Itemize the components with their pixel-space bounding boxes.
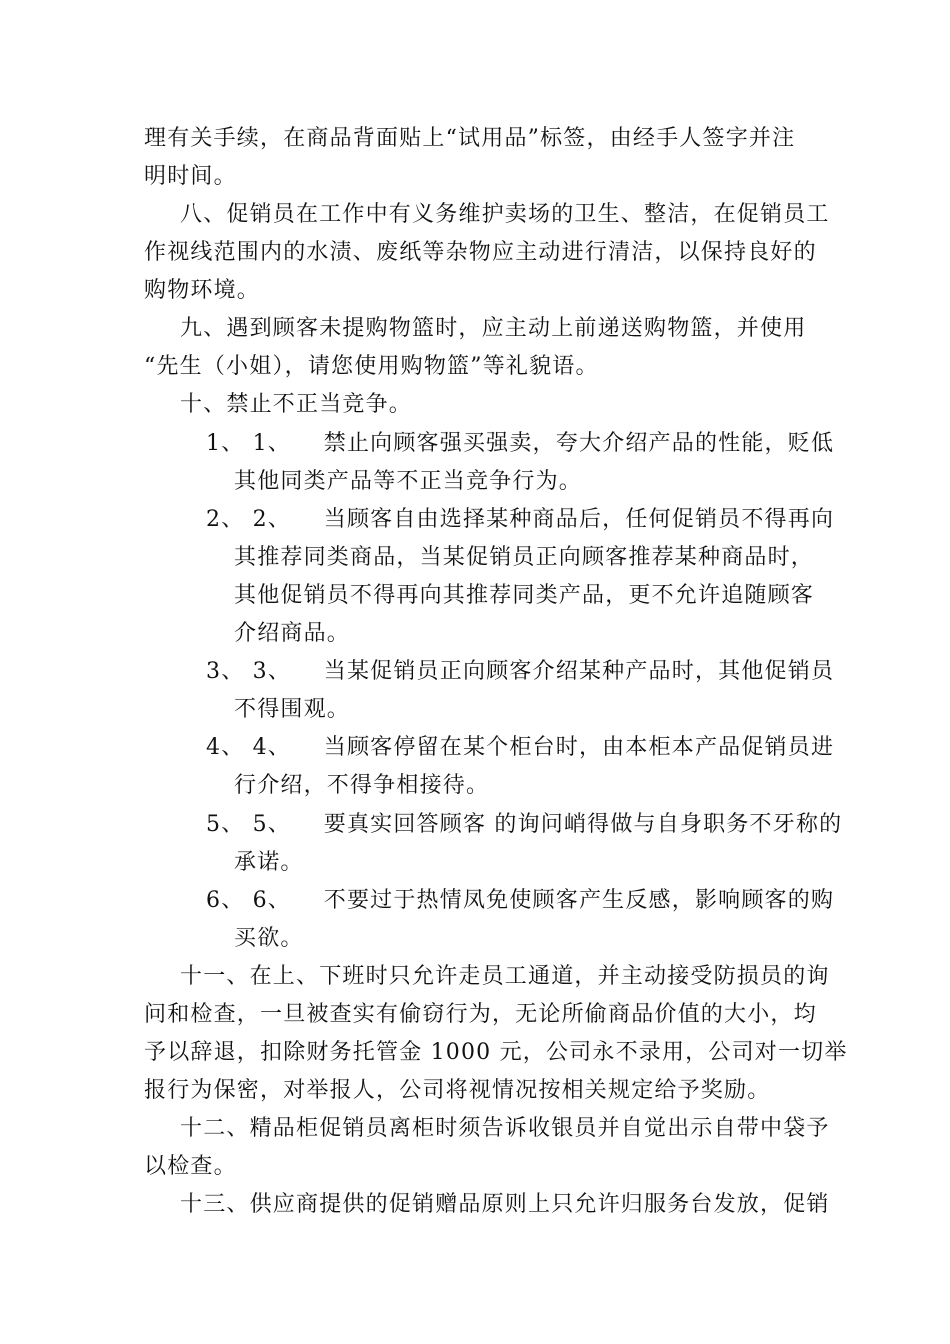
text-line: 理有关手续，在商品背面贴上“试用品”标签，由经手人签字并注	[144, 126, 796, 151]
text-line: 以检查。	[144, 1154, 237, 1179]
list-item-line: 行介绍，不得争相接待。	[234, 773, 490, 798]
list-item-line: 其推荐同类商品，当某促销员正向顾客推荐某种商品时，	[234, 545, 815, 570]
text-line: 购物环境。	[144, 278, 261, 303]
list-item-line: 6、 6、 不要过于热情凤免使顾客产生反感，影响顾客的购	[206, 888, 835, 913]
text-line: 报行为保密，对举报人，公司将视情况按相关规定给予奖励。	[144, 1078, 771, 1103]
text-line: 九、遇到顾客未提购物篮时，应主动上前递送购物篮，并使用	[180, 316, 807, 341]
list-item-line: 买欲。	[234, 926, 304, 951]
list-item-line: 3、 3、 当某促销员正向顾客介绍某种产品时，其他促销员	[206, 659, 835, 684]
list-item-line: 其他同类产品等不正当竞争行为。	[234, 469, 583, 494]
text-line: 作视线范围内的水渍、废纸等杂物应主动进行清洁，以保持良好的	[144, 240, 817, 265]
text-line: 明时间。	[144, 164, 237, 189]
list-item-line: 5、 5、 要真实回答顾客 的询问峭得做与自身职务不牙称的	[206, 812, 843, 837]
list-item-line: 2、 2、 当顾客自由选择某种商品后，任何促销员不得再向	[206, 507, 835, 532]
list-item-line: 不得围观。	[234, 697, 351, 722]
text-line: 十二、精品柜促销员离柜时须告诉收银员并自觉出示自带中袋予	[180, 1116, 830, 1141]
list-item-line: 介绍商品。	[234, 621, 351, 646]
text-line: “先生（小姐），请您使用购物篮”等礼貌语。	[144, 354, 599, 379]
list-item-line: 承诺。	[234, 850, 304, 875]
text-line: 十、禁止不正当竞争。	[180, 392, 413, 417]
text-line: 问和检查，一旦被查实有偷窃行为，无论所偷商品价值的大小，均	[144, 1002, 817, 1027]
list-item-line: 1、 1、 禁止向顾客强买强卖，夸大介绍产品的性能，贬低	[206, 431, 835, 456]
text-line: 予以辞退，扣除财务托管金 1000 元，公司永不录用，公司对一切举	[144, 1040, 848, 1065]
text-line: 十三、供应商提供的促销赠品原则上只允许归服务台发放，促销	[180, 1192, 830, 1217]
text-line: 十一、在上、下班时只允许走员工通道，并主动接受防损员的询	[180, 964, 830, 989]
list-item-line: 其他促销员不得再向其推荐同类产品，更不允许追随顾客	[234, 583, 815, 608]
list-item-line: 4、 4、 当顾客停留在某个柜台时，由本柜本产品促销员进	[206, 735, 835, 760]
text-line: 八、促销员在工作中有义务维护卖场的卫生、整洁，在促销员工	[180, 202, 830, 227]
